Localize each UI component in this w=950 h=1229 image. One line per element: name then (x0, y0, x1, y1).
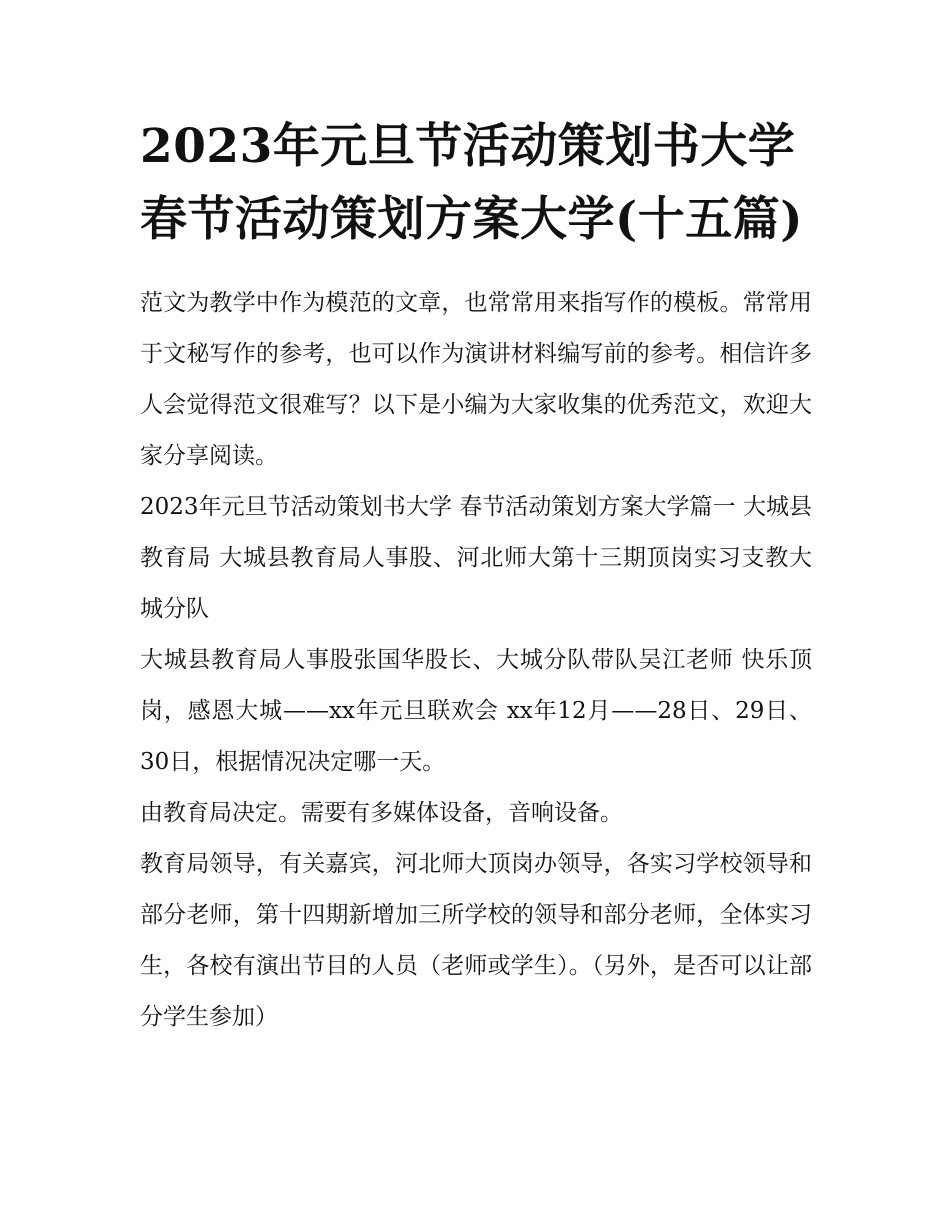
body-paragraph-attendees: 教育局领导，有关嘉宾，河北师大顶岗办领导，各实习学校领导和部分老师，第十四期新增加三所学校的领导和部分老师，全体实习生，各校有演出节目的人员（老师或学生）。（另外，是否可以让部分学生参加） (140, 851, 812, 1030)
document-title: 2023年元旦节活动策划书大学 春节活动策划方案大学(十五篇) (140, 119, 803, 247)
document-page (140, 110, 812, 1043)
intro-paragraph: 范文为教学中作为模范的文章，也常常用来指写作的模板。常常用于文秘写作的参考，也可以作为演讲材料编写前的参考。相信许多人会觉得范文很难写？以下是小编为大家收集的优秀范文，欢迎大家分享阅读。 (140, 290, 812, 469)
body-paragraph-organizers: 2023年元旦节活动策划书大学 春节活动策划方案大学篇一 大城县教育局 大城县教育局人事股、河北师大第十三期顶岗实习支教大城分队 (140, 494, 812, 622)
body-paragraph-venue: 由教育局决定。需要有多媒体设备，音响设备。 (140, 800, 623, 826)
body-paragraph-event-time: 大城县教育局人事股张国华股长、大城分队带队吴江老师 快乐顶岗，感恩大城——xx年元旦联欢会 xx年12月——28日、29日、30日，根据情况决定哪一天。 (140, 647, 812, 775)
